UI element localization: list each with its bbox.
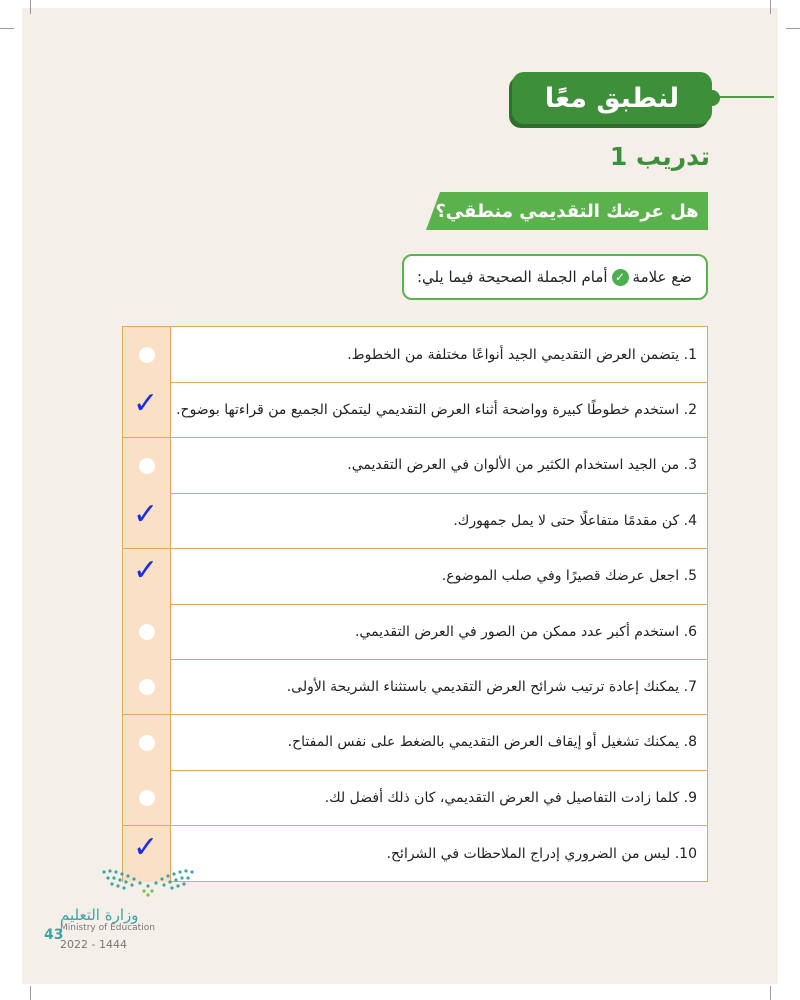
table-row (123, 770, 707, 826)
crop-mark-left-h (0, 28, 14, 29)
crop-mark-bottom-right (770, 986, 771, 1000)
table-row (123, 604, 707, 660)
statement-text: 1. يتضمن العرض التقديمي الجيد أنواعًا مختلفة من الخطوط. (347, 346, 697, 363)
statement-text: 10. ليس من الضروري إدراج الملاحظات في الشرائح. (386, 845, 697, 862)
answer-cell[interactable] (123, 327, 171, 382)
table-row (123, 382, 707, 438)
ministry-logo (100, 866, 196, 898)
section-header (512, 72, 712, 124)
crop-mark-right-h (786, 28, 800, 29)
table-row (123, 438, 707, 494)
answer-cell[interactable] (123, 604, 171, 659)
empty-circle-icon[interactable] (139, 790, 155, 806)
checkmark-icon: ✓ (133, 497, 159, 533)
header-rule (718, 96, 774, 98)
empty-circle-icon[interactable] (139, 624, 155, 640)
table-row (123, 549, 707, 605)
green-check-icon: ✓ (612, 269, 629, 286)
crop-mark-bottom-left (30, 986, 31, 1000)
statement-text: 5. اجعل عرضك قصيرًا وفي صلب الموضوع. (441, 568, 697, 585)
exercise-title: تدريب 1 (609, 142, 710, 171)
answer-cell[interactable] (123, 659, 171, 714)
checkmark-icon: ✓ (133, 552, 159, 588)
ministry-name-english: Ministry of Education (60, 923, 155, 933)
instruction-before: ضع علامة (632, 268, 692, 286)
question-banner (426, 192, 708, 230)
crop-mark-top-left (30, 0, 31, 14)
instruction-after: أمام الجملة الصحيحة فيما يلي: (416, 268, 608, 286)
answer-cell[interactable] (123, 549, 171, 604)
empty-circle-icon[interactable] (139, 458, 155, 474)
statement-text: 9. كلما زادت التفاصيل في العرض التقديمي، كان ذلك أفضل لك. (324, 789, 697, 806)
statement-text: 3. من الجيد استخدام الكثير من الألوان في العرض التقديمي. (347, 457, 697, 474)
crop-mark-top-right (770, 0, 771, 14)
statement-text: 2. استخدم خطوطًا كبيرة وواضحة أثناء العرض التقديمي ليتمكن الجميع من قراءتها بوضوح. (176, 401, 697, 418)
table-row (123, 715, 707, 771)
answer-cell[interactable] (123, 770, 171, 825)
table-row (123, 826, 707, 882)
statement-text: 8. يمكنك تشغيل أو إيقاف العرض التقديمي بالضغط على نفس المفتاح. (287, 734, 697, 751)
checkmark-icon: ✓ (133, 829, 159, 865)
instruction-box (402, 254, 708, 300)
answer-cell[interactable] (123, 438, 171, 493)
section-header-title: لنطبق معًا (544, 82, 680, 114)
answer-cell[interactable] (123, 382, 171, 437)
table-row (123, 327, 707, 383)
ministry-name-arabic: وزارة التعليم (60, 906, 139, 924)
answer-cell[interactable] (123, 715, 171, 770)
answer-cell[interactable] (123, 493, 171, 548)
statement-text: 4. كن مقدمًا متفاعلًا حتى لا يمل جمهورك. (453, 512, 697, 529)
checkmark-icon: ✓ (133, 386, 159, 422)
page-number: 43 (44, 927, 64, 943)
table-row (123, 659, 707, 715)
empty-circle-icon[interactable] (139, 347, 155, 363)
question-text: هل عرضك التقديمي منطقي؟ (435, 200, 699, 222)
statement-text: 6. استخدم أكبر عدد ممكن من الصور في العرض التقديمي. (354, 623, 697, 640)
statement-text: 7. يمكنك إعادة ترتيب شرائح العرض التقديمي باستثناء الشريحة الأولى. (286, 678, 697, 695)
empty-circle-icon[interactable] (139, 679, 155, 695)
table-row (123, 493, 707, 549)
statements-table (122, 326, 708, 882)
empty-circle-icon[interactable] (139, 735, 155, 751)
academic-year: 2022 - 1444 (60, 938, 127, 951)
